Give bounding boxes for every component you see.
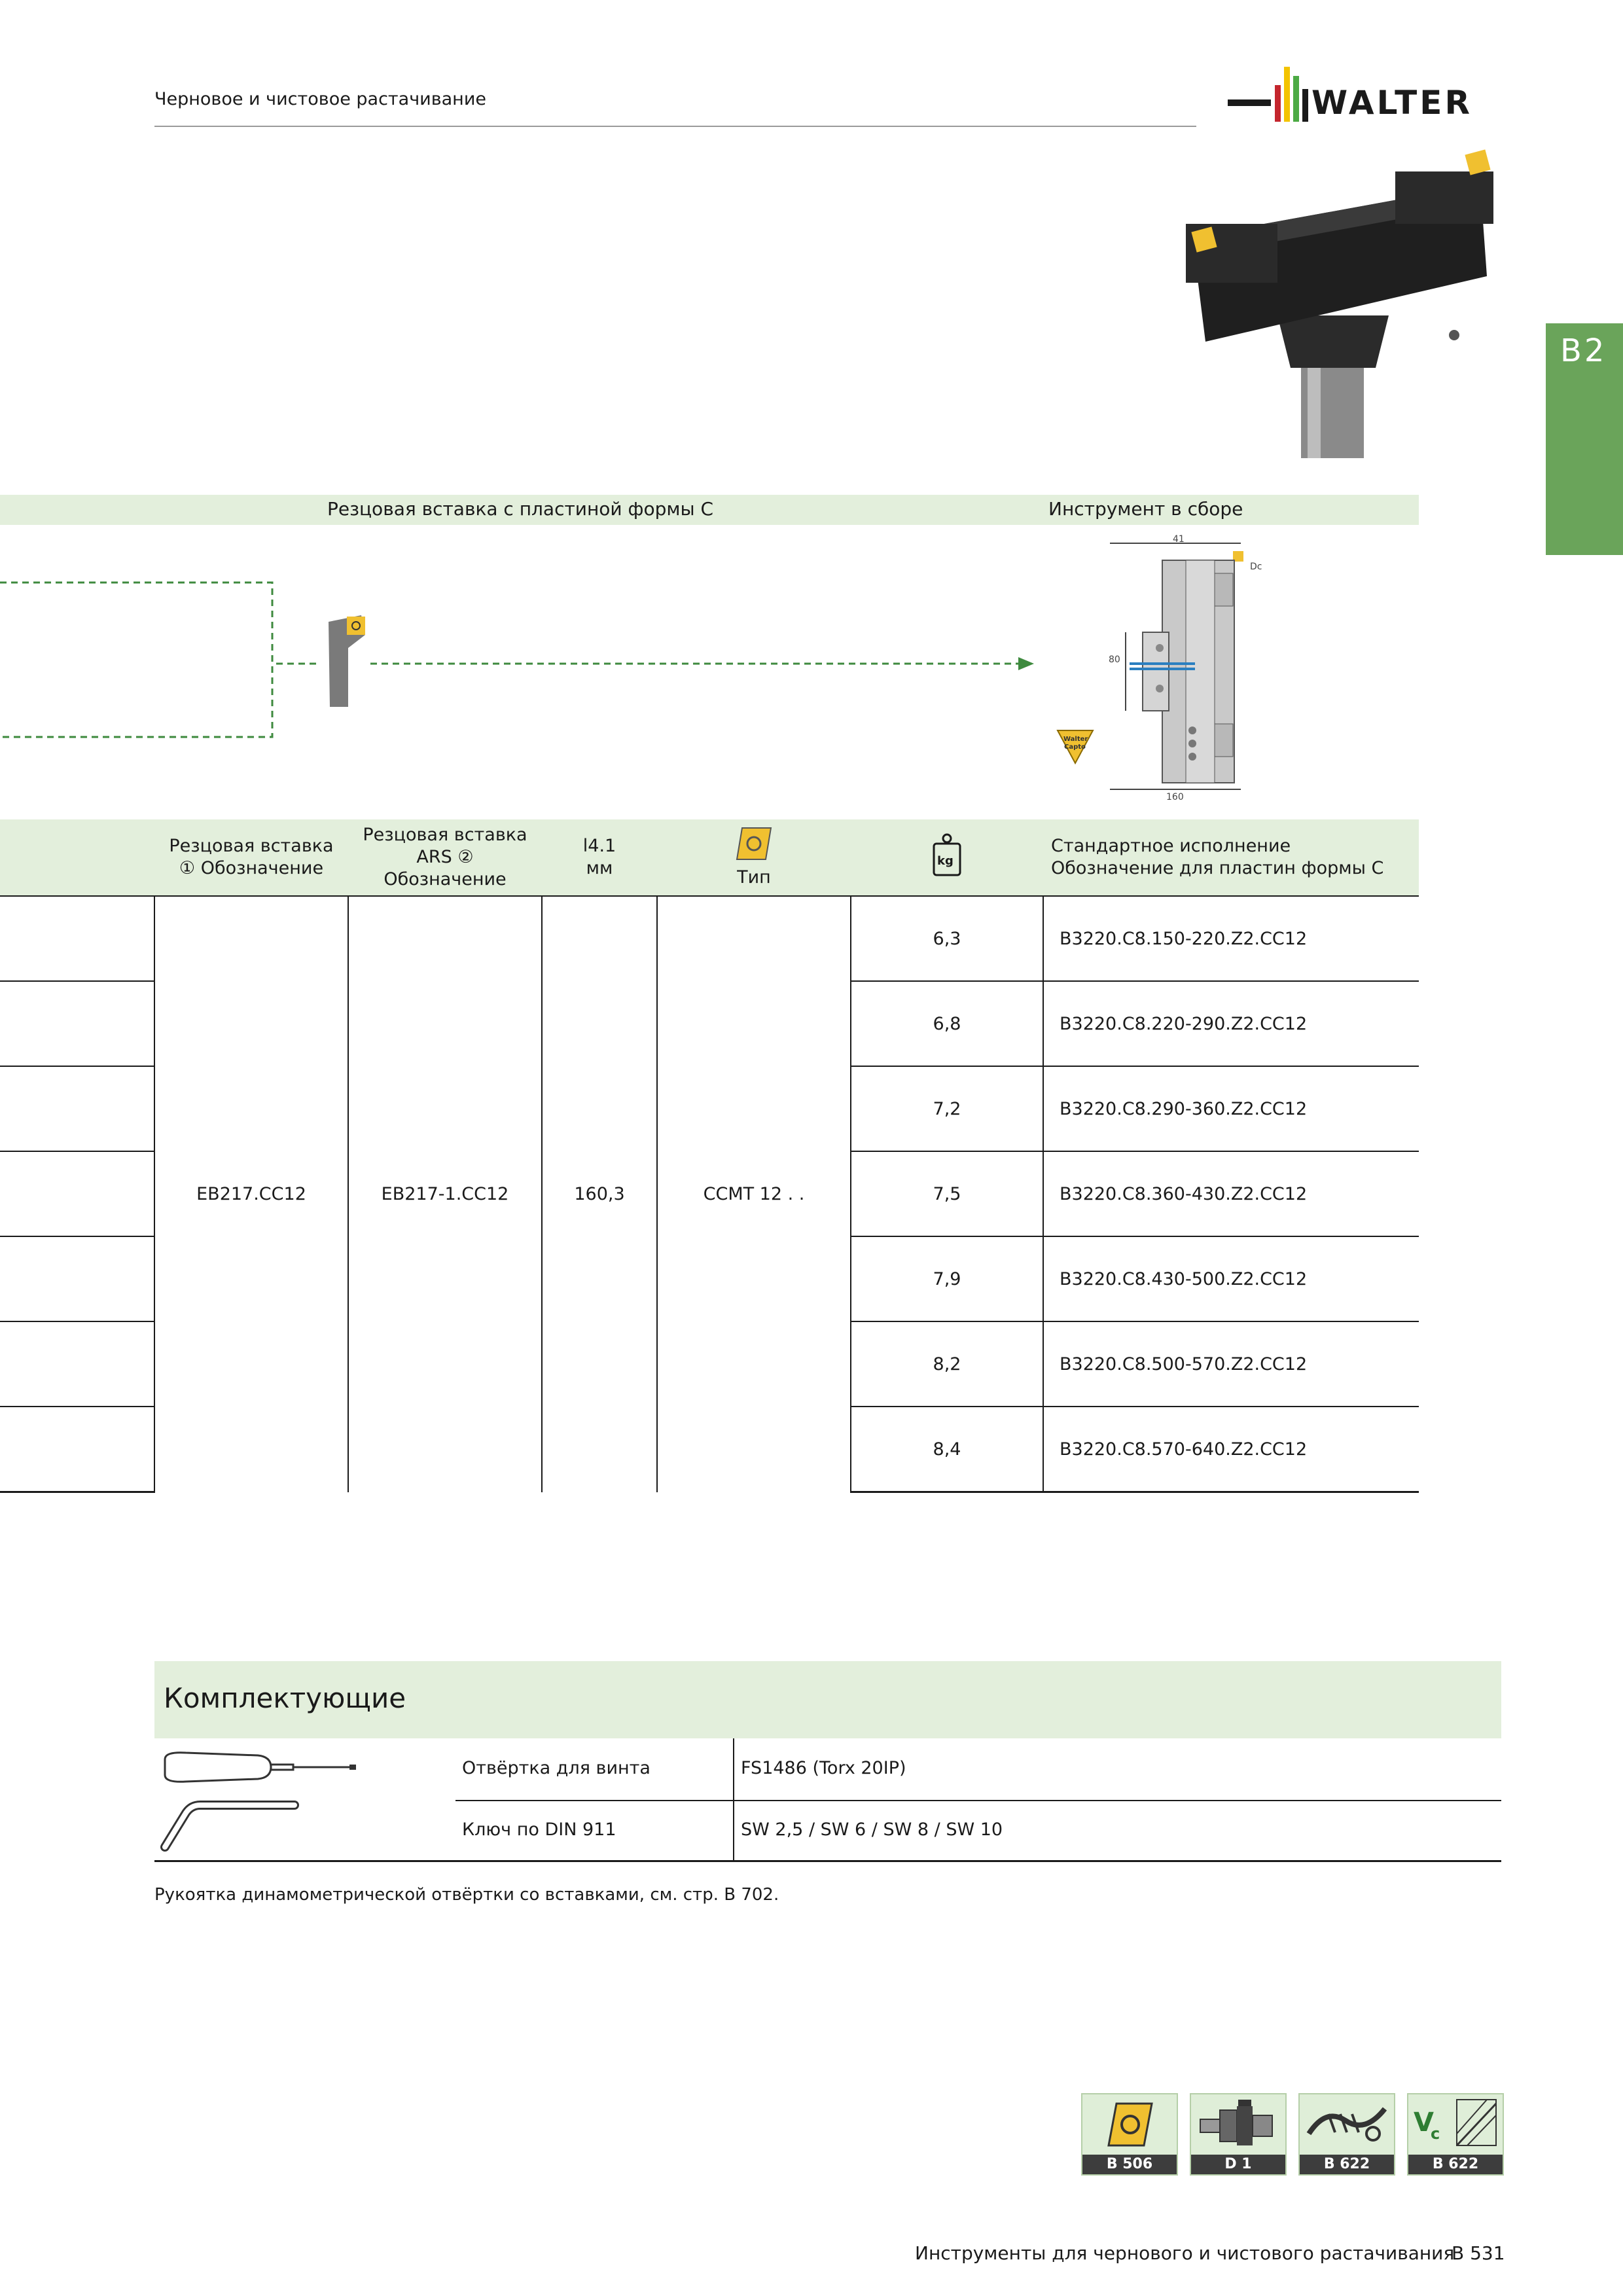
insert-section-label: Резцовая вставка с пластиной формы C xyxy=(327,498,714,520)
badge-label: B 622 xyxy=(1300,2155,1394,2174)
blank-cell xyxy=(0,1407,154,1492)
assembly-schematic xyxy=(0,563,1047,759)
reference-badge[interactable] xyxy=(1081,2093,1178,2176)
l41-cell: 160,3 xyxy=(542,896,657,1492)
l41-unit: мм xyxy=(586,858,613,878)
insert-ars-cell: EB217-1.CC12 xyxy=(348,896,542,1492)
type-cell: CCMT 12 . . xyxy=(657,896,851,1492)
walter-capto-logo-icon xyxy=(1058,730,1093,763)
blank-cell xyxy=(0,896,154,981)
l41-header xyxy=(542,819,657,896)
accessory-name: Отвёртка для винта xyxy=(462,1758,651,1778)
accessory-bottom-rule xyxy=(154,1860,1501,1862)
chapter-tab[interactable] xyxy=(1546,323,1623,555)
blank-cell xyxy=(0,981,154,1066)
cutting-data-icon xyxy=(1408,2094,1503,2155)
screwdriver-icon xyxy=(160,1748,363,1787)
walter-logo xyxy=(1228,60,1503,132)
header-rule xyxy=(154,126,1196,127)
accessory-column-divider xyxy=(733,1738,734,1861)
page-number: B 531 xyxy=(1452,2242,1505,2264)
table-header-row xyxy=(0,819,1419,896)
reference-badge[interactable] xyxy=(1190,2093,1287,2176)
svg-text:kg: kg xyxy=(937,853,954,868)
footer-title: Инструменты для чернового и чистового растачивания xyxy=(915,2242,1455,2264)
type-header xyxy=(657,819,851,896)
weight-cell: 6,8 xyxy=(851,981,1043,1066)
weight-cell: 8,2 xyxy=(851,1321,1043,1407)
type-label: Тип xyxy=(737,867,771,888)
designation-cell: B3220.C8.220-290.Z2.CC12 xyxy=(1043,981,1419,1066)
blank-cell xyxy=(0,1321,154,1407)
weight-cell: 7,2 xyxy=(851,1066,1043,1151)
torque-icon xyxy=(1300,2094,1394,2155)
accessories-title: Комплектующие xyxy=(164,1682,406,1714)
reference-badge[interactable] xyxy=(1407,2093,1504,2176)
assembly-section-label: Инструмент в сборе xyxy=(1048,498,1243,520)
accessories-band xyxy=(154,1661,1501,1738)
brand-text: WALTER xyxy=(1311,84,1472,122)
svg-text:c: c xyxy=(1431,2125,1440,2143)
reference-badge[interactable] xyxy=(1298,2093,1395,2176)
svg-text:V: V xyxy=(1414,2108,1434,2138)
svg-text:Dc: Dc xyxy=(1250,562,1262,572)
designation-cell: B3220.C8.500-570.Z2.CC12 xyxy=(1043,1321,1419,1407)
insert-1-cell: EB217.CC12 xyxy=(154,896,348,1492)
svg-text:Capto: Capto xyxy=(1064,744,1086,751)
designation-cell: B3220.C8.290-360.Z2.CC12 xyxy=(1043,1066,1419,1151)
hex-key-icon xyxy=(160,1796,304,1855)
svg-text:Walter: Walter xyxy=(1063,736,1088,743)
insert-1-header: Резцовая вставка ① Обозначение xyxy=(154,819,348,896)
tool-table xyxy=(0,819,1419,1493)
weight-cell: 7,9 xyxy=(851,1236,1043,1321)
page-header-title: Черновое и чистовое растачивание xyxy=(154,89,486,109)
accessory-value: FS1486 (Torx 20IP) xyxy=(741,1758,906,1778)
product-photo xyxy=(1179,145,1500,458)
badge-label: D 1 xyxy=(1191,2155,1285,2174)
accessory-name: Ключ по DIN 911 xyxy=(462,1820,616,1840)
badge-label: B 506 xyxy=(1082,2155,1177,2174)
svg-text:41: 41 xyxy=(1173,534,1185,545)
insert-icon xyxy=(1082,2094,1177,2155)
weight-header xyxy=(851,819,1043,896)
blank-cell xyxy=(0,1151,154,1236)
designation-cell: B3220.C8.360-430.Z2.CC12 xyxy=(1043,1151,1419,1236)
weight-cell: 8,4 xyxy=(851,1407,1043,1492)
accessory-note: Рукоятка динамометрической отвёртки со вставками, см. стр. B 702. xyxy=(154,1885,779,1905)
blank-cell xyxy=(0,1236,154,1321)
weight-cell: 7,5 xyxy=(851,1151,1043,1236)
badge-label: B 622 xyxy=(1408,2155,1503,2174)
blank-cell xyxy=(0,1066,154,1151)
standard-header: Стандартное исполнение Обозначение для пластин формы C xyxy=(1043,819,1419,896)
designation-cell: B3220.C8.570-640.Z2.CC12 xyxy=(1043,1407,1419,1492)
blank-header xyxy=(0,819,154,896)
technical-drawing xyxy=(1044,534,1267,802)
accessory-divider xyxy=(455,1800,1501,1801)
svg-text:160: 160 xyxy=(1166,792,1184,802)
insert-shape-icon xyxy=(736,827,772,861)
svg-text:80: 80 xyxy=(1109,655,1120,665)
chapter-tab-label: B2 xyxy=(1560,332,1607,369)
l41-label: l4.1 xyxy=(582,836,616,856)
adapter-icon xyxy=(1191,2094,1285,2155)
cartridge-insert-icon xyxy=(329,615,365,707)
insert-ars-header: Резцовая вставка ARS ② Обозначение xyxy=(348,819,542,896)
weight-icon xyxy=(931,832,963,878)
weight-cell: 6,3 xyxy=(851,896,1043,981)
designation-cell: B3220.C8.430-500.Z2.CC12 xyxy=(1043,1236,1419,1321)
accessory-value: SW 2,5 / SW 6 / SW 8 / SW 10 xyxy=(741,1820,1003,1840)
table-row xyxy=(0,896,1419,981)
designation-cell: B3220.C8.150-220.Z2.CC12 xyxy=(1043,896,1419,981)
